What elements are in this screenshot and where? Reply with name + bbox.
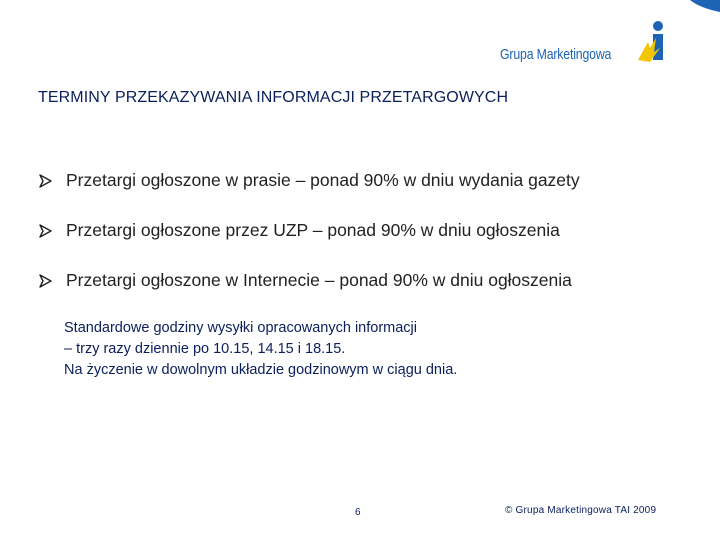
note-line: Standardowe godziny wysyłki opracowanych informacji xyxy=(64,320,417,336)
arrow-bullet-icon xyxy=(38,223,54,239)
bullet-rest: – ponad 90% w dniu wydania gazety xyxy=(290,170,580,190)
copyright-text: © Grupa Marketingowa TAI 2009 xyxy=(505,505,657,516)
bullet-item xyxy=(38,270,580,295)
bullet-item xyxy=(38,170,580,195)
page-number: 6 xyxy=(355,507,361,518)
bullet-item xyxy=(38,220,580,245)
schedule-note xyxy=(64,318,457,381)
logo-figure-icon xyxy=(636,20,668,64)
bullet-rest: – ponad 90% w dniu ogłoszenia xyxy=(319,270,572,290)
note-line: Na życzenie w dowolnym układzie godzinowym w ciągu dnia. xyxy=(64,362,458,378)
company-logo xyxy=(500,20,670,66)
logo-text: Grupa Marketingowa xyxy=(500,46,612,63)
arrow-bullet-icon xyxy=(38,173,54,189)
slide-title: TERMINY PRZEKAZYWANIA INFORMACJI PRZETARGOWYCH xyxy=(38,89,509,106)
bullet-lead: Przetargi ogłoszone w Internecie xyxy=(66,270,320,290)
bullet-rest: – ponad 90% w dniu ogłoszenia xyxy=(307,220,560,240)
bullet-lead: Przetargi ogłoszone w prasie xyxy=(66,170,291,190)
bullet-lead: Przetargi ogłoszone przez UZP xyxy=(66,220,308,240)
note-line: – trzy razy dziennie po 10.15, 14.15 i 18.15. xyxy=(64,341,346,357)
arrow-bullet-icon xyxy=(38,273,54,289)
bullet-list xyxy=(38,170,580,320)
